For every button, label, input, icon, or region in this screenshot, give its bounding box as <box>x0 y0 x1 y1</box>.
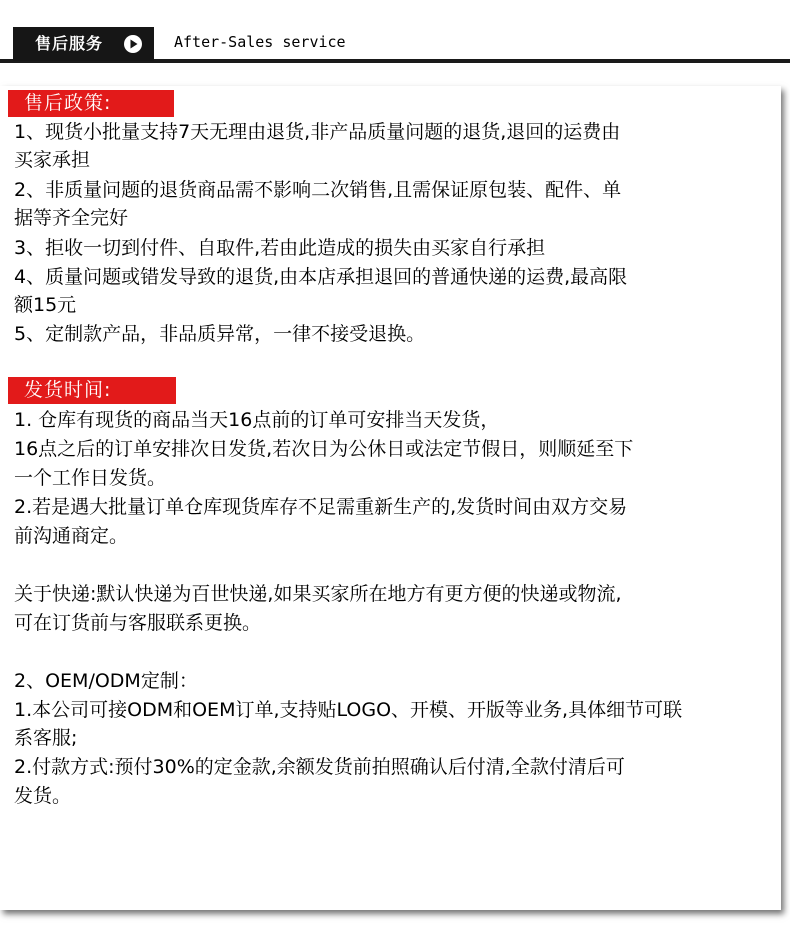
header-title-en: After-Sales service <box>174 33 346 51</box>
header-title-cn: 售后服务 <box>35 34 104 53</box>
courier-line: 可在订货前与客服联系更换。 <box>14 612 262 634</box>
shipping-line: 2.若是遇大批量订单仓库现货库存不足需重新生产的,发货时间由双方交易 <box>14 496 628 518</box>
policy-line: 5、定制款产品，非品质异常，一律不接受退换。 <box>14 323 426 345</box>
oem-line: 2.付款方式:预付30%的定金款,余额发货前拍照确认后付清,全款付清后可 <box>14 756 625 778</box>
after-sales-policy-heading: 售后政策: <box>8 90 174 117</box>
policy-line: 1、现货小批量支持7天无理由退货,非产品质量问题的退货,退回的运费由 <box>14 121 621 143</box>
shipping-line: 前沟通商定。 <box>14 525 129 547</box>
shipping-time-heading: 发货时间: <box>8 377 176 404</box>
shipping-line: 一个工作日发货。 <box>14 467 167 489</box>
content-card <box>0 86 781 910</box>
policy-line: 2、非质量问题的退货商品需不影响二次销售,且需保证原包装、配件、单 <box>14 179 622 201</box>
policy-line: 额15元 <box>14 294 77 316</box>
oem-line: 1.本公司可接ODM和OEM订单,支持贴LOGO、开模、开版等业务,具体细节可联 <box>14 699 683 721</box>
policy-line: 买家承担 <box>14 149 91 171</box>
oem-line: 系客服; <box>14 727 78 749</box>
shipping-line: 16点之后的订单安排次日发货,若次日为公休日或法定节假日，则顺延至下 <box>14 438 634 460</box>
header-title-block <box>13 27 154 61</box>
policy-line: 据等齐全完好 <box>14 207 129 229</box>
shipping-line: 1. 仓库有现货的商品当天16点前的订单可安排当天发货， <box>14 409 500 431</box>
oem-line: 2、OEM/ODM定制： <box>14 670 198 692</box>
oem-line: 发货。 <box>14 785 72 807</box>
policy-line: 3、拒收一切到付件、自取件,若由此造成的损失由买家自行承担 <box>14 237 546 259</box>
play-circle-icon <box>123 34 143 54</box>
header-bar <box>0 22 790 60</box>
courier-line: 关于快递:默认快递为百世快递,如果买家所在地方有更方便的快递或物流, <box>14 583 622 605</box>
policy-line: 4、质量问题或错发导致的退货,由本店承担退回的普通快递的运费,最高限 <box>14 266 628 288</box>
